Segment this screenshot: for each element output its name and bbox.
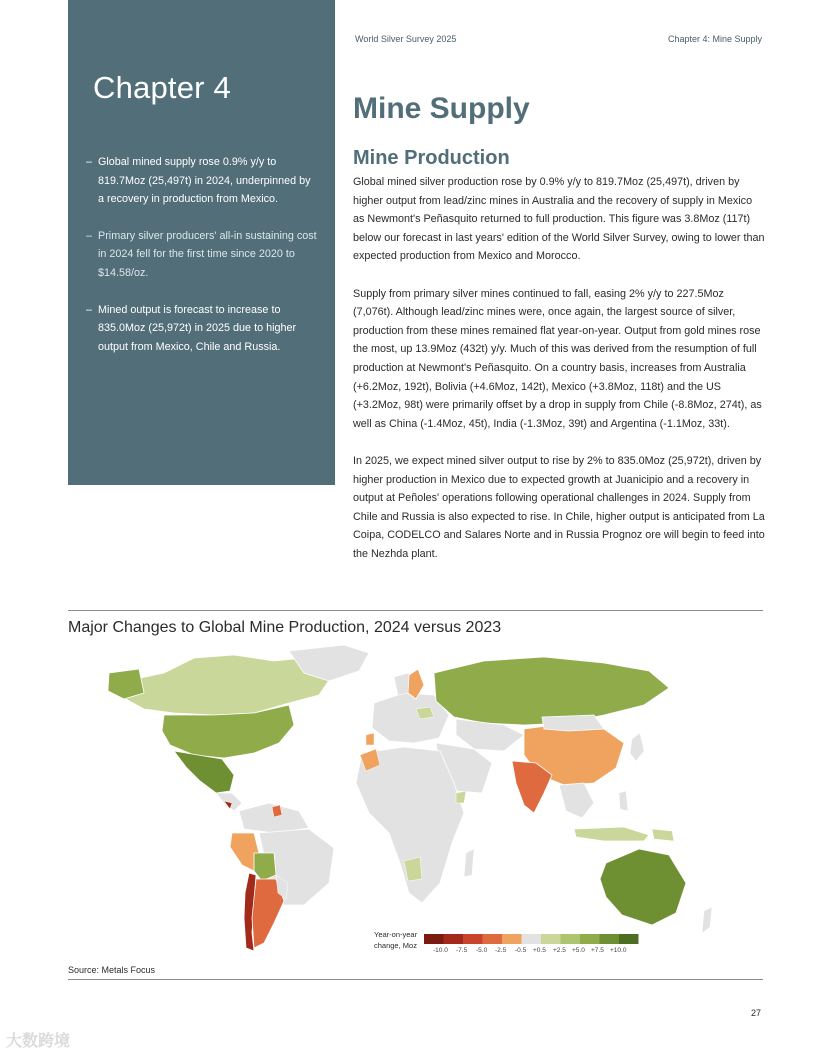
figure-title: Major Changes to Global Mine Production, 2024 versus 2023 — [68, 619, 502, 636]
figure-source: Source: Metals Focus — [68, 965, 156, 975]
legend-tick: +2.5 — [553, 947, 566, 954]
page-title: Mine Supply — [353, 92, 530, 125]
paragraph: In 2025, we expect mined silver output to rise by 2% to 835.0Moz (25,972t), driven by higher production in Mexico due to expected growth at Juanicipio and a recovery in output at Peñoles' operations following operational challenges in 2024. Supply from Chile and Russia is also expected to rise. In Chile, higher output is anticipated from La Coipa, CODELCO and Salares Norte and in Russia Prognoz ore will begin to feed into the Nezhda plant. — [353, 454, 765, 560]
highlight-item: – Global mined supply rose 0.9% y/y to 819.7Moz (25,497t) in 2024, underpinned by a recovery in production from Mexico. — [86, 153, 318, 209]
map-madagascar — [464, 849, 474, 877]
legend-tick: +7.5 — [591, 947, 604, 954]
paragraph: Global mined silver production rose by 0.9% y/y to 819.7Moz (25,497t), driven by higher output from lead/zinc mines in Australia and the recovery of supply in Mexico as Newmont's Peñasquito returned to full production. This figure was 3.8Moz (117t) below our forecast in last years' edition of the World Silver Survey, owing to lower than expected production from Mexico and Morocco. — [353, 176, 765, 263]
running-header-chapter: Chapter 4: Mine Supply — [667, 34, 762, 44]
map-new-zealand — [702, 907, 712, 933]
paragraph: Supply from primary silver mines continued to fall, easing 2% y/y to 227.5Moz (7,076t). Although lead/zinc mines were, once again, the largest source of silver, production from these mines remained flat year-on-year. Output from gold mines rose the most, up 13.9Moz (432t) y/y. Much of this was derived from the resumption of full production at Newmont's Peñasquito. On a country basis, increases from Australia (+6.2Moz, 192t), Bolivia (+4.6Moz, 142t), Mexico (+3.8Moz, 118t) and the US (+3.2Moz, 98t) were primarily offset by a drop in supply from Chile (-8.8Moz, 274t), as well as China (-1.4Moz, 45t), India (-1.3Moz, 39t) and Argentina (-1.1Moz, 33t). — [353, 287, 762, 430]
legend-tick: -0.5 — [515, 947, 527, 954]
running-header-title: World Silver Survey 2025 — [355, 34, 457, 44]
legend-tick: -7.5 — [456, 947, 468, 954]
watermark: 大数跨境 — [6, 1033, 71, 1050]
figure-top-rule — [68, 610, 763, 611]
chapter-label: Chapter 4 — [93, 70, 231, 105]
map-philippines — [619, 791, 628, 811]
map-portugal — [366, 733, 374, 745]
highlight-item: – Mined output is forecast to increase to 835.0Moz (25,972t) in 2025 due to higher output from Mexico, Chile and Russia. — [86, 301, 318, 357]
map-bolivia — [254, 853, 276, 881]
map-australia — [600, 849, 686, 925]
map-mongolia — [542, 715, 604, 731]
map-png — [652, 829, 674, 841]
legend-tick: -10.0 — [433, 947, 448, 954]
highlight-item: – Primary silver producers' all-in sustaining cost in 2024 fell for the first time since 2020 to $14.58/oz. — [86, 227, 318, 283]
page-number: 27 — [750, 1008, 761, 1018]
section-title: Mine Production — [353, 147, 510, 169]
legend-tick: +5.0 — [572, 947, 585, 954]
legend-tick: -5.0 — [476, 947, 488, 954]
legend-color-scale — [424, 934, 639, 944]
body-text — [353, 173, 765, 582]
map-ethiopia — [456, 791, 466, 803]
figure-bottom-rule — [68, 979, 763, 980]
chapter-highlights — [86, 153, 318, 374]
chapter-sidebar — [68, 0, 335, 485]
legend-title: Year-on-year change, Moz — [374, 930, 418, 950]
legend-tick: +0.5 — [533, 947, 546, 954]
map-finland-norway — [394, 673, 409, 695]
map-guyana — [272, 805, 282, 817]
map-japan — [630, 733, 644, 761]
map-se-asia — [559, 783, 594, 818]
map-russia — [434, 657, 669, 725]
map-indonesia — [574, 827, 649, 841]
map-alaska — [108, 669, 144, 699]
legend-tick: +10.0 — [610, 947, 627, 954]
legend-tick: -2.5 — [495, 947, 507, 954]
world-map — [104, 643, 724, 958]
